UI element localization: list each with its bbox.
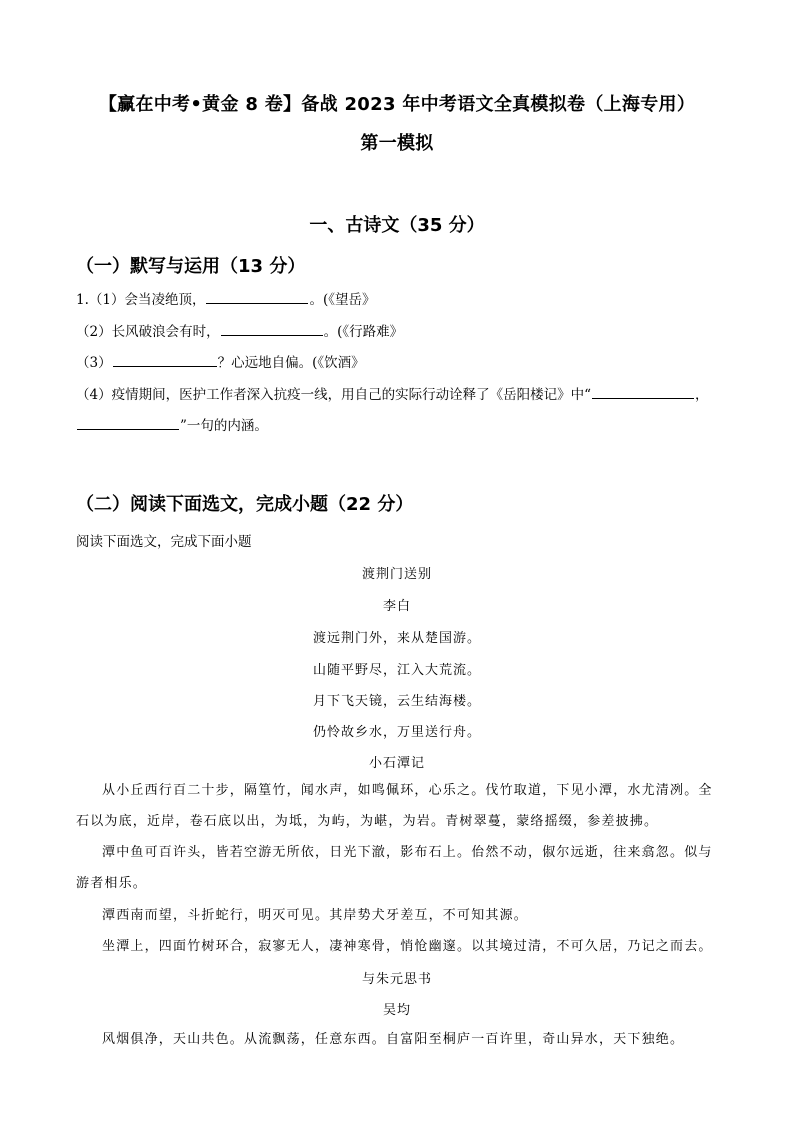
essay-paragraph: 从小丘西行百二十步，隔篁竹，闻水声，如鸣佩环，心乐之。伐竹取道，下见小潭，水尤清冽。全石以为底，近岸，卷石底以出，为坻，为屿，为嵁，为岩。青树翠蔓，蒙络摇缀，参差披拂。: [76, 783, 713, 829]
essay-title: 小石潭记: [368, 756, 425, 771]
section-heading-reading: （二）阅读下面选文，完成小题（22 分）: [76, 494, 414, 515]
answer-blank[interactable]: [221, 321, 323, 336]
question-text: 1.（1）会当凌绝顶，: [76, 292, 206, 308]
reading-instruction: 阅读下面选文，完成下面小题: [76, 534, 252, 550]
essay-title: 与朱元思书: [361, 972, 432, 987]
essay-paragraph: 风烟俱净，天山共色。从流飘荡，任意东西。自富阳至桐庐一百许里，奇山异水，天下独绝。: [102, 1032, 685, 1047]
essay-paragraph: 潭西南而望，斗折蛇行，明灭可见。其岸势犬牙差互，不可知其源。: [102, 908, 529, 923]
question-text: ，: [695, 387, 709, 403]
part-heading-classical-poetry: 一、古诗文（35 分）: [309, 215, 485, 236]
question-text: （3）: [76, 355, 112, 371]
poem-line: 山随平野尽，江入大荒流。: [312, 663, 481, 678]
poem-line: 月下飞天镜，云生结海楼。: [312, 694, 481, 709]
question-text: ？心远地自偏。(《饮酒》: [217, 355, 365, 371]
question-text: （2）长风破浪会有时，: [76, 324, 220, 340]
question-text: （4）疫情期间，医护工作者深入抗疫一线，用自己的实际行动诠释了《岳阳楼记》中“: [76, 387, 591, 403]
answer-blank[interactable]: [113, 352, 217, 367]
question-1-4: [76, 384, 709, 405]
question-1-1: [76, 289, 376, 310]
question-1-4-continued: [76, 415, 268, 436]
answer-blank[interactable]: [206, 289, 308, 304]
poem-author: 李白: [382, 599, 411, 614]
essay-paragraph: 潭中鱼可百许头，皆若空游无所依，日光下澈，影布石上。佁然不动，俶尔远逝，往来翕忽。似与游者相乐。: [76, 845, 713, 891]
question-1-3: [76, 352, 365, 373]
exam-subtitle: 第一模拟: [360, 133, 434, 154]
poem-title: 渡荆门送别: [361, 567, 432, 582]
question-text: ”一句的内涵。: [180, 418, 268, 434]
essay-author: 吴均: [382, 1003, 411, 1018]
exam-title: 【赢在中考•黄金 8 卷】备战 2023 年中考语文全真模拟卷（上海专用）: [98, 94, 696, 115]
poem-line: 仍怜故乡水，万里送行舟。: [312, 725, 481, 740]
question-text: 。(《望岳》: [309, 292, 376, 308]
essay-paragraph: 坐潭上，四面竹树环合，寂寥无人，凄神寒骨，悄怆幽邃。以其境过清，不可久居，乃记之而去。: [102, 939, 713, 954]
answer-blank[interactable]: [77, 415, 179, 430]
question-text: 。(《行路难》: [323, 324, 404, 340]
answer-blank[interactable]: [592, 384, 694, 399]
poem-line: 渡远荆门外，来从楚国游。: [312, 631, 481, 646]
section-heading-dictation: （一）默写与运用（13 分）: [76, 256, 306, 277]
question-1-2: [76, 321, 403, 342]
